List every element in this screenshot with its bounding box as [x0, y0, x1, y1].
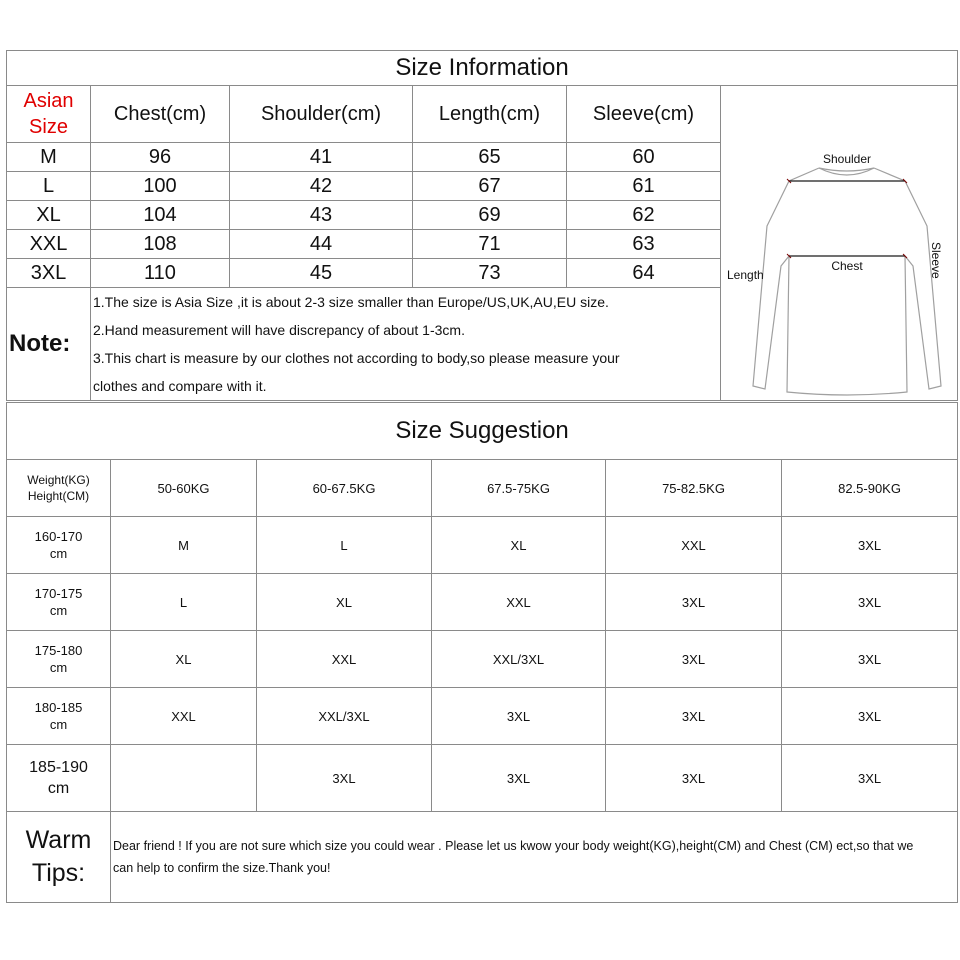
- suggested-size-cell: 3XL: [257, 745, 432, 812]
- height-cell: [7, 517, 111, 574]
- warm-tips-text-line2: can help to confirm the size.Thank you!: [113, 861, 331, 875]
- height-unit: cm: [49, 546, 68, 561]
- weight-header: 60-67.5KG: [257, 460, 432, 517]
- shirt-diagram-cell: [721, 86, 958, 401]
- height-label: Height(CM): [27, 489, 90, 503]
- height-cell: [7, 631, 111, 688]
- length-header: Length(cm): [413, 86, 567, 143]
- suggested-size-cell: L: [111, 574, 257, 631]
- suggested-size-cell: 3XL: [782, 688, 958, 745]
- suggested-size-cell: 3XL: [432, 688, 606, 745]
- warm-tips-label: [7, 812, 111, 903]
- asian-size-line1: Asian: [23, 90, 74, 112]
- note-line-2: 2.Hand measurement will have discrepancy of about 1-3cm.: [93, 322, 465, 338]
- diagram-sleeve-label: Sleeve: [929, 242, 943, 279]
- suggested-size-cell: XXL: [606, 517, 782, 574]
- size-cell: 3XL: [7, 259, 91, 288]
- diagram-shoulder-label: Shoulder: [822, 152, 872, 166]
- warm-tips-text: [111, 812, 958, 903]
- weight-header: 50-60KG: [111, 460, 257, 517]
- note-line-1: 1.The size is Asia Size ,it is about 2-3 size smaller than Europe/US,UK,AU,EU size.: [93, 294, 609, 310]
- height-range: 185-190: [29, 759, 88, 776]
- weight-header: 75-82.5KG: [606, 460, 782, 517]
- diagram-length-label: Length: [727, 268, 764, 282]
- sleeve-header: Sleeve(cm): [567, 86, 721, 143]
- suggested-size-cell: XXL: [111, 688, 257, 745]
- height-range: 180-185: [34, 700, 83, 715]
- sleeve-cell: 62: [567, 201, 721, 230]
- suggestion-row: [7, 517, 958, 574]
- chest-cell: 110: [91, 259, 230, 288]
- suggested-size-cell: L: [257, 517, 432, 574]
- height-range: 170-175: [34, 586, 83, 601]
- suggested-size-cell: XXL/3XL: [432, 631, 606, 688]
- suggested-size-cell: XL: [257, 574, 432, 631]
- height-range: 160-170: [34, 529, 83, 544]
- size-suggestion-title: Size Suggestion: [7, 403, 958, 460]
- chest-cell: 108: [91, 230, 230, 259]
- suggested-size-cell: M: [111, 517, 257, 574]
- chest-cell: 100: [91, 172, 230, 201]
- asian-size-header: [7, 86, 91, 143]
- shoulder-cell: 44: [230, 230, 413, 259]
- suggested-size-cell: XL: [432, 517, 606, 574]
- shoulder-cell: 45: [230, 259, 413, 288]
- shoulder-cell: 43: [230, 201, 413, 230]
- suggested-size-cell: 3XL: [782, 517, 958, 574]
- height-unit: cm: [47, 780, 70, 797]
- sleeve-cell: 63: [567, 230, 721, 259]
- warm-tips-line2: Tips:: [31, 859, 86, 887]
- suggested-size-cell: 3XL: [782, 631, 958, 688]
- note-text: [91, 288, 721, 401]
- suggestion-row: [7, 574, 958, 631]
- asian-size-line2: Size: [29, 116, 68, 138]
- suggested-size-cell: 3XL: [606, 574, 782, 631]
- suggested-size-cell: 3XL: [782, 574, 958, 631]
- height-unit: cm: [49, 717, 68, 732]
- shoulder-cell: 42: [230, 172, 413, 201]
- chest-header: Chest(cm): [91, 86, 230, 143]
- sleeve-cell: 61: [567, 172, 721, 201]
- length-cell: 67: [413, 172, 567, 201]
- suggested-size-cell: XXL: [257, 631, 432, 688]
- length-cell: 69: [413, 201, 567, 230]
- chest-cell: 96: [91, 143, 230, 172]
- weight-header: 67.5-75KG: [432, 460, 606, 517]
- height-range: 175-180: [34, 643, 83, 658]
- note-line-4: clothes and compare with it.: [93, 378, 267, 394]
- size-cell: L: [7, 172, 91, 201]
- weight-height-corner: [7, 460, 111, 517]
- length-cell: 73: [413, 259, 567, 288]
- suggestion-row: [7, 688, 958, 745]
- suggestion-row: [7, 745, 958, 812]
- suggested-size-cell: 3XL: [606, 631, 782, 688]
- suggested-size-cell: XL: [111, 631, 257, 688]
- height-unit: cm: [49, 660, 68, 675]
- height-cell: [7, 745, 111, 812]
- height-unit: cm: [49, 603, 68, 618]
- diagram-chest-label: Chest: [831, 259, 863, 273]
- sleeve-cell: 64: [567, 259, 721, 288]
- suggested-size-cell: XXL: [432, 574, 606, 631]
- suggested-size-cell: 3XL: [606, 745, 782, 812]
- shoulder-header: Shoulder(cm): [230, 86, 413, 143]
- weight-header: 82.5-90KG: [782, 460, 958, 517]
- note-line-3: 3.This chart is measure by our clothes not according to body,so please measure your: [93, 350, 620, 366]
- length-cell: 71: [413, 230, 567, 259]
- warm-tips-line1: Warm: [25, 826, 92, 854]
- height-cell: [7, 688, 111, 745]
- length-cell: 65: [413, 143, 567, 172]
- height-cell: [7, 574, 111, 631]
- size-cell: XL: [7, 201, 91, 230]
- weight-label: Weight(KG): [27, 473, 90, 487]
- suggested-size-cell: 3XL: [432, 745, 606, 812]
- size-cell: XXL: [7, 230, 91, 259]
- suggested-size-cell: 3XL: [606, 688, 782, 745]
- size-cell: M: [7, 143, 91, 172]
- note-label: Note:: [7, 288, 91, 401]
- size-suggestion-table: [6, 402, 958, 903]
- tshirt-diagram-icon: [721, 86, 958, 401]
- suggested-size-cell: 3XL: [782, 745, 958, 812]
- size-information-table: [6, 50, 958, 401]
- chest-cell: 104: [91, 201, 230, 230]
- suggestion-row: [7, 631, 958, 688]
- warm-tips-text-line1: Dear friend ! If you are not sure which size you could wear . Please let us kwow your body weight(KG),height(CM) and Chest (CM) ect,so that we: [113, 839, 914, 853]
- size-information-title: Size Information: [7, 51, 958, 86]
- sleeve-cell: 60: [567, 143, 721, 172]
- shoulder-cell: 41: [230, 143, 413, 172]
- suggested-size-cell: XXL/3XL: [257, 688, 432, 745]
- suggested-size-cell: [111, 745, 257, 812]
